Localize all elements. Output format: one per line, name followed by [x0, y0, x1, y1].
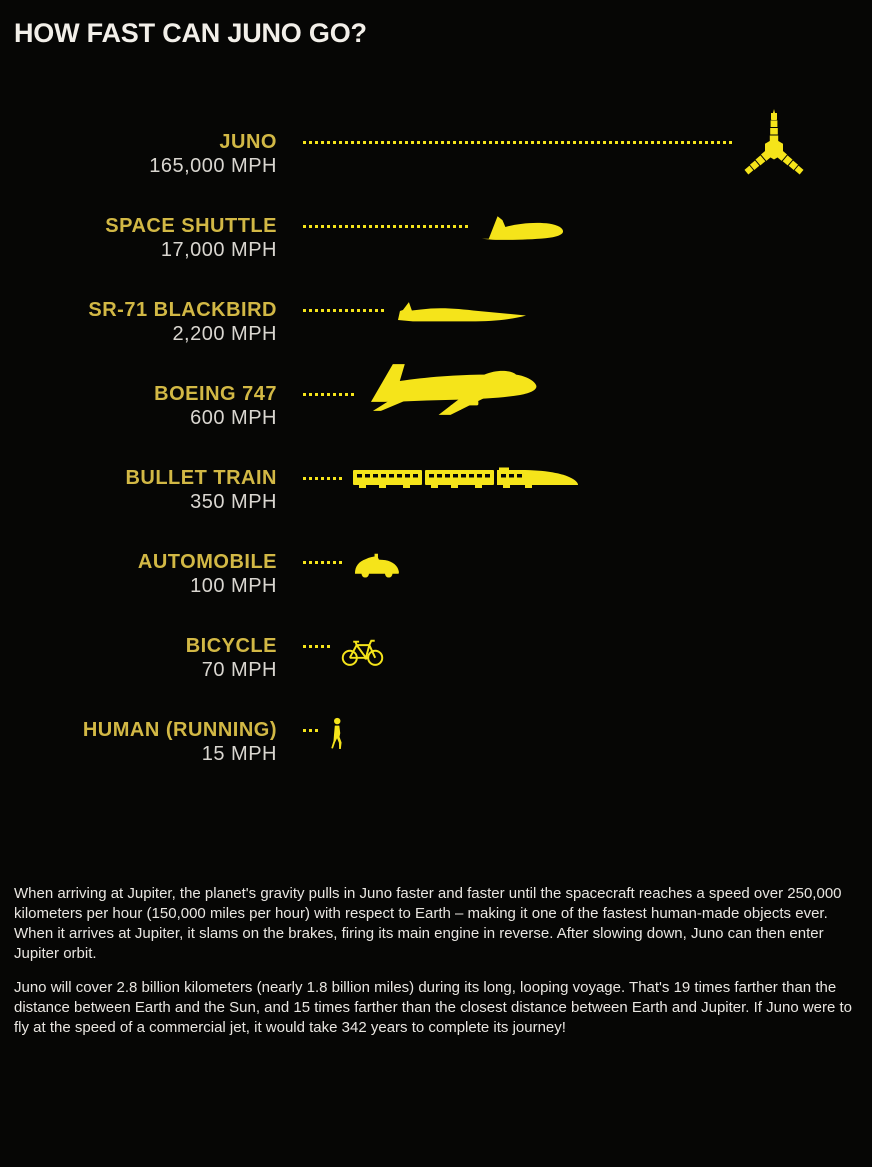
- row-label: [0, 382, 277, 430]
- dotted-line: [303, 729, 321, 732]
- chart-row-automobile: [0, 550, 872, 600]
- row-track: [303, 214, 565, 238]
- row-label: [0, 466, 277, 514]
- row-label: [0, 550, 277, 598]
- dotted-line: [303, 225, 471, 228]
- vehicle-name: HUMAN (RUNNING): [82, 719, 277, 741]
- vehicle-speed: 350 MPH: [190, 491, 277, 513]
- space-shuttle-icon: [479, 213, 565, 243]
- dotted-line: [303, 309, 387, 312]
- chart-row-bullet-train: [0, 466, 872, 516]
- vehicle-speed: 100 MPH: [190, 575, 277, 597]
- row-track: [303, 130, 807, 154]
- vehicle-speed: 15 MPH: [201, 743, 277, 765]
- page-title: HOW FAST CAN JUNO GO?: [14, 18, 367, 48]
- vehicle-speed: 165,000 MPH: [149, 155, 277, 177]
- chart-row-boeing-747: [0, 382, 872, 432]
- row-label: [0, 298, 277, 346]
- vehicle-name: SPACE SHUTTLE: [105, 215, 277, 237]
- vehicle-speed: 600 MPH: [190, 407, 277, 429]
- vehicle-name: JUNO: [219, 131, 277, 153]
- dotted-line: [303, 477, 345, 480]
- paragraph-arrival: When arriving at Jupiter, the planet's gravity pulls in Juno faster and faster until the spacecraft reaches a speed over 250,000 kilometers per hour (150,000 miles per hour) with respect to Earth – making it one of the fastest human-made objects ever. When it arrives at Jupiter, it slams on the brakes, firing its main engine in reverse. After slowing down, Juno can then enter Jupiter orbit.: [14, 885, 842, 962]
- juno-spacecraft-icon: [741, 109, 807, 187]
- row-label: [0, 634, 277, 682]
- row-track: [303, 634, 384, 658]
- chart-row-sr71: [0, 298, 872, 348]
- vehicle-name: BOEING 747: [154, 383, 277, 405]
- chart-row-juno: [0, 130, 872, 180]
- bullet-train-icon: [353, 467, 579, 491]
- body-text: [14, 884, 864, 1052]
- dotted-line: [303, 141, 733, 144]
- vehicle-name: AUTOMOBILE: [137, 551, 277, 573]
- vehicle-speed: 2,200 MPH: [172, 323, 277, 345]
- row-track: [303, 382, 540, 406]
- row-label: [0, 214, 277, 262]
- row-label: [0, 718, 277, 766]
- row-label: [0, 130, 277, 178]
- row-track: [303, 298, 528, 322]
- dotted-line: [303, 393, 357, 396]
- bicycle-icon: [341, 633, 384, 667]
- chart-row-space-shuttle: [0, 214, 872, 264]
- vehicle-speed: 17,000 MPH: [160, 239, 277, 261]
- row-track: [303, 466, 579, 490]
- row-track: [303, 550, 400, 574]
- human-running-icon: [329, 716, 344, 752]
- row-track: [303, 718, 344, 742]
- chart-row-human-running: [0, 718, 872, 768]
- vehicle-name: BICYCLE: [185, 635, 277, 657]
- vehicle-speed: 70 MPH: [201, 659, 277, 681]
- sr71-blackbird-icon: [395, 299, 528, 327]
- paragraph-voyage: Juno will cover 2.8 billion kilometers (nearly 1.8 billion miles) during its long, looping voyage. That's 19 times farther than the distance between Earth and the Sun, and 15 times farther than the closest distance between Earth and Jupiter. If Juno were to fly at the speed of a commercial jet, it would take 342 years to complete its journey!: [14, 979, 853, 1036]
- vehicle-name: BULLET TRAIN: [125, 467, 277, 489]
- dotted-line: [303, 561, 345, 564]
- boeing-747-icon: [365, 361, 540, 419]
- automobile-icon: [353, 552, 400, 578]
- vehicle-name: SR-71 BLACKBIRD: [88, 299, 277, 321]
- dotted-line: [303, 645, 333, 648]
- chart-row-bicycle: [0, 634, 872, 684]
